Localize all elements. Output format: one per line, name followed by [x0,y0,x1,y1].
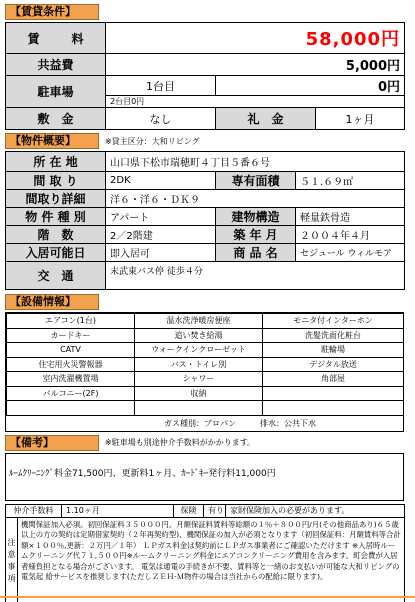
property-table [5,151,405,290]
structure-value: 軽量鉄骨造 [296,208,405,226]
rent-row [6,23,405,54]
equipment-table [6,313,404,416]
deposit-row [6,108,405,130]
equipment-item: 室内洗濯機置場 [7,372,135,387]
common-fee-value: 5,000円 [106,54,405,76]
remarks-box [5,453,404,501]
area-label: 専有面積 [216,172,296,190]
product-name-value: セジュール ウィルモア [296,244,405,262]
transport-label: 交 通 [6,262,106,290]
equipment-item [7,401,135,416]
built-label: 築 年 月 [216,226,296,244]
layout-value: 2DK [106,172,216,190]
address-label: 所 在 地 [6,152,106,172]
parking-second: 2台目0円 [106,96,405,108]
equipment-row [7,357,404,372]
property-section-title: 【物件概要】 [5,133,99,149]
deposit-value: なし [106,108,216,130]
equipment-item: 収納 [135,386,263,401]
key-money-value: 1ヶ月 [316,108,405,130]
equipment-item: 住宅用火災警報器 [7,357,135,372]
common-fee-label: 共益費 [6,54,106,76]
gas-type: ガス種別：プロパン [164,418,236,428]
equipment-row [7,328,404,343]
equipment-item: モニタ付インターホン [263,314,404,329]
equipment-item: カードキー [7,328,135,343]
rent-section-title: 【賃貸条件】 [5,4,99,20]
utility-row [6,416,403,431]
equipment-item [135,401,263,416]
parking-row [6,76,405,96]
deposit-label: 敷 金 [6,108,106,130]
parking-label: 駐車場 [6,76,106,108]
equipment-row [7,401,404,416]
equipment-item: バルコニー(2F) [7,386,135,401]
equipment-item: シャワー [135,372,263,387]
layout-label: 間 取 り [6,172,106,190]
transport-value: 末武東バス停 徒歩４分 [106,262,405,290]
area-value: ５１.６９㎡ [296,172,405,190]
floor-value: 2／2階建 [106,226,216,244]
equipment-item [263,386,404,401]
parking-count: 1台目 [106,76,216,96]
commission-value: 1.10ヶ月 [62,504,174,517]
insurance-required: 有り [204,504,226,517]
fees-table [5,504,405,602]
layout-detail-value: 洋６・洋６・ＤＫ９ [106,190,405,208]
equipment-item [263,401,404,416]
insurance-note: 家財保険加入の必要があります。 [226,504,405,517]
equipment-item: ウォークインクローゼット [135,343,263,358]
equipment-row [7,343,404,358]
equipment-item: デジタル放送 [263,357,404,372]
remarks-text: ﾙｰﾑｸﾘｰﾆﾝｸﾞ料金71,500円、更新料1ヶ月、ｶｰﾄﾞｷｰ発行料11,000円 [9,468,276,479]
equipment-item: 追い焚き給湯 [135,328,263,343]
common-fee-row [6,54,405,76]
rent-label: 賃 料 [6,23,106,54]
commission-label: 仲介手数料 [6,504,62,517]
address-value: 山口県下松市瑞穂町４丁目５番６号 [106,152,405,172]
built-value: ２００４年４月 [296,226,405,244]
parking-value: 0円 [216,76,405,96]
equipment-item: 駐輪場 [263,343,404,358]
layout-detail-label: 間取り詳細 [6,190,106,208]
equipment-row [7,314,404,329]
type-value: アパート [106,208,216,226]
equipment-row [7,386,404,401]
equipment-item: 角部屋 [263,372,404,387]
product-name-label: 商 品 名 [216,244,296,262]
remarks-section-title: 【備考】 [5,435,99,451]
parking-fee-note: ※駐車場も別途仲介手数料がかかります。 [105,438,256,447]
floor-label: 階 数 [6,226,106,244]
equipment-item: 温水洗浄暖房便座 [135,314,263,329]
equipment-item: バス・トイレ別 [135,357,263,372]
move-in-label: 入居可能日 [6,244,106,262]
footer-rule [0,596,415,598]
equipment-row [7,372,404,387]
equipment-item: CATV [7,343,135,358]
notes-body: 機関保証加入必須。初回保証料３５０００円。月額保証料賃料等総額の１％＋８００円/月(その他商品あり)６５歳以上の方の契約は定期借家契約（２年再契約型)、機関保証の加入が必須となります（初回保証料：月額賃料等合計額×１００％,更新：２万円／１年） ＬＰガス料金は契約前にＬＰガス事業者にご確認いただけます ※入居時ルームクリーニング代７１,５００円※ルームクリーニング料金にエアコンクリーニング費用を含みます。町会費が入居者様負担となる場合がございます。 電気は通電の手続きが不要、賃料等と一緒のお支払いが可能な大和リビングの電気起 給サービスを推奨します(ただしＺＥＨ-Ｍ物件の場合は当社からの配給に限ります)。 [18,517,405,602]
insurance-label: 保険 [174,504,204,517]
move-in-value: 即入居可 [106,244,216,262]
equipment-item: エアコン(1台) [7,314,135,329]
equipment-box [5,312,404,432]
landlord-note: ※貸主区分：大和リビング [105,136,200,146]
type-label: 物 件 種 別 [6,208,106,226]
notes-side-label: 注意事項 [6,517,18,602]
equipment-section-title: 【設備情報】 [5,294,99,310]
structure-label: 建物構造 [216,208,296,226]
drain-type: 排水：公共下水 [260,418,316,428]
rent-table [5,22,405,130]
rent-value: 58,000円 [106,23,405,54]
key-money-label: 礼 金 [216,108,316,130]
equipment-item: 洗髪洗面化粧台 [263,328,404,343]
